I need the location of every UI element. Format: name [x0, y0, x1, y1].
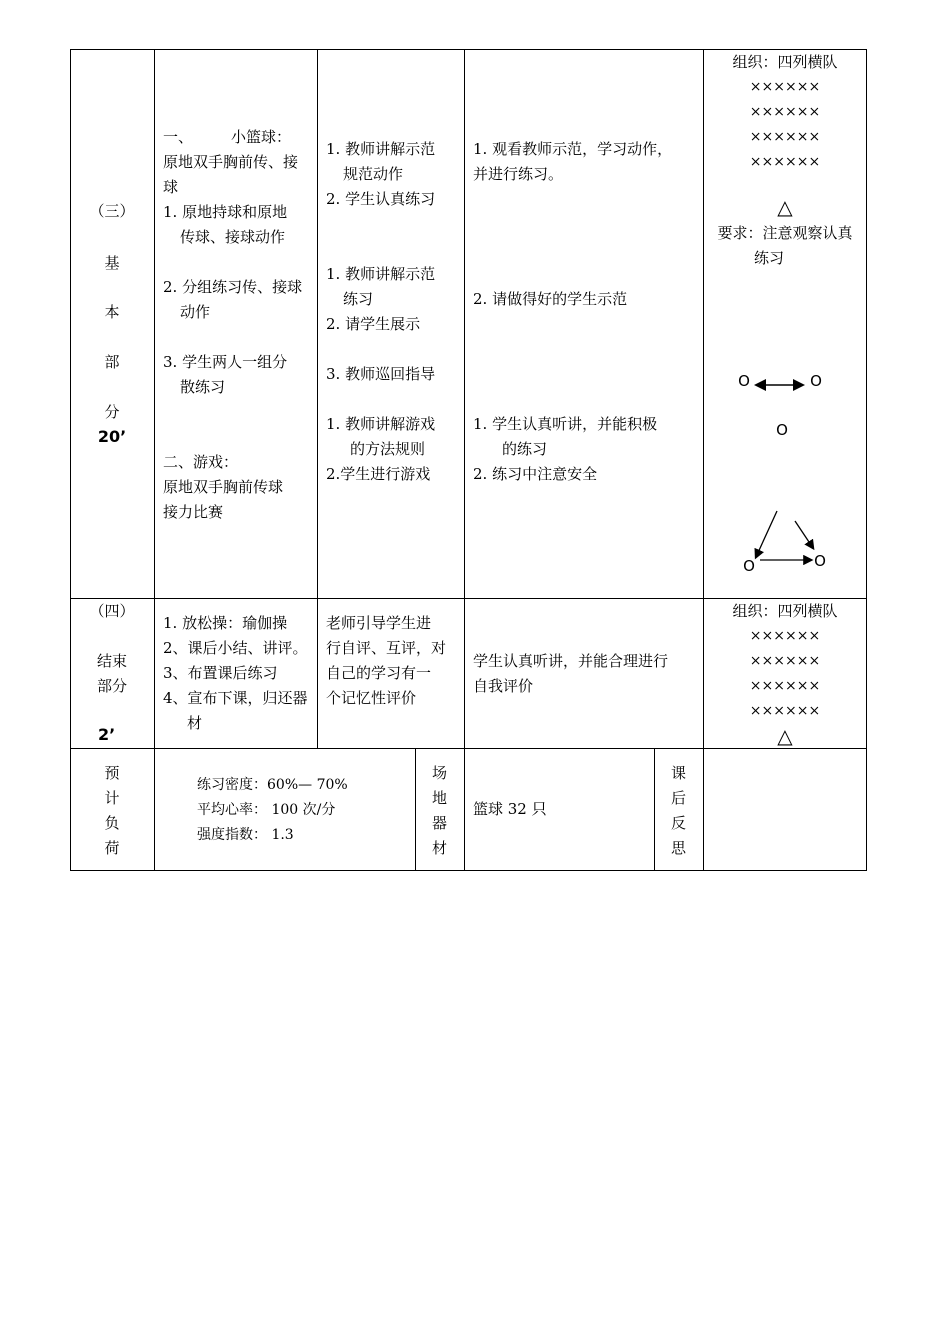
arrow-icon	[756, 511, 777, 557]
load-label	[70, 761, 154, 861]
student-line: 1. 学生认真听讲，并能积极	[473, 415, 658, 433]
teacher-line: 练习	[343, 290, 374, 308]
content-line: 3、布置课后练习	[163, 664, 278, 682]
content-line: 原地双手胸前传球	[163, 478, 284, 496]
venue-label-char: 材	[431, 839, 447, 857]
section4-label-2: 部分	[96, 677, 127, 695]
teacher-line: 自己的学习有一	[326, 664, 432, 682]
formation-row: ××××××	[749, 678, 821, 694]
section4-label-1: 结束	[96, 652, 127, 670]
teacher-line: 规范动作	[343, 165, 404, 183]
venue-label	[415, 761, 464, 861]
col-divider-1	[154, 49, 155, 871]
content-title: 小篮球：	[231, 128, 292, 146]
player-circle: O	[743, 557, 755, 575]
section4-time: 2’	[98, 725, 116, 744]
reflection-label-char: 思	[670, 839, 686, 857]
section3-label-0: （三）	[89, 202, 135, 220]
student-line: 2. 请做得好的学生示范	[473, 290, 628, 308]
teacher-line: 1. 教师讲解游戏	[326, 415, 436, 433]
section4-label-0: （四）	[89, 602, 135, 620]
col-divider-2	[317, 49, 318, 749]
section3-student	[473, 137, 701, 487]
student-line: 2. 练习中注意安全	[473, 465, 598, 483]
teacher-line: 行自评、互评，对	[326, 639, 447, 657]
player-circle: O	[738, 372, 750, 390]
load-values	[197, 773, 412, 848]
col-divider-3	[464, 49, 465, 871]
student-line: 1. 观看教师示范，学习动作，	[473, 140, 673, 158]
load-label-char: 预	[104, 764, 120, 782]
section3-teacher	[326, 137, 462, 487]
teacher-line: 2. 请学生展示	[326, 315, 421, 333]
section4-content	[163, 611, 315, 736]
formation-row: ××××××	[749, 703, 821, 719]
formation-row: ××××××	[749, 104, 821, 120]
section3-label-2: 本	[104, 303, 120, 321]
load-label-char: 荷	[104, 839, 120, 857]
load-value: 平均心率： 100 次/分	[197, 802, 336, 818]
section3-content	[163, 125, 315, 525]
load-value: 强度指数： 1.3	[197, 827, 294, 843]
student-line: 学生认真听讲，并能合理进行	[473, 652, 669, 670]
player-circle: O	[776, 421, 788, 439]
teacher-line: 的方法规则	[350, 440, 426, 458]
content-line: 4、宣布下课，归还器	[163, 689, 308, 707]
content-line: 二、游戏：	[163, 453, 239, 471]
content-line: 2. 分组练习传、接球	[163, 278, 303, 296]
student-line: 并进行练习。	[473, 165, 564, 183]
section4-teacher	[326, 611, 462, 711]
content-line: 接力比赛	[163, 503, 224, 521]
content-line: 1. 原地持球和原地	[163, 203, 288, 221]
venue-value: 篮球 32 只	[473, 800, 547, 818]
section3-time: 20’	[97, 427, 127, 446]
teacher-line: 1. 教师讲解示范	[326, 265, 436, 283]
formation-row: ××××××	[749, 79, 821, 95]
player-circle: O	[814, 552, 826, 570]
load-value: 练习密度：60%— 70%	[197, 777, 348, 793]
reflection-label-char: 后	[670, 789, 686, 807]
teacher-line: 老师引导学生进	[326, 614, 432, 632]
venue-label-char: 场	[431, 764, 447, 782]
content-line: 原地双手胸前传、接	[163, 153, 299, 171]
player-circle: O	[810, 372, 822, 390]
reflection-field[interactable]	[704, 749, 866, 870]
content-line: 2、课后小结、讲评。	[163, 639, 308, 657]
table-border-bottom	[70, 870, 867, 871]
content-line: 3. 学生两人一组分	[163, 353, 288, 371]
content-line: 传球、接球动作	[180, 228, 286, 246]
lesson-plan-table	[70, 49, 867, 871]
arrow-icon	[795, 521, 813, 548]
formation-row: ××××××	[749, 129, 821, 145]
reflection-label	[654, 761, 703, 861]
teacher-triangle-icon: △	[777, 195, 793, 219]
teacher-line: 2. 学生认真练习	[326, 190, 436, 208]
teacher-line: 2.学生进行游戏	[326, 465, 431, 483]
content-line: 1. 放松操：瑜伽操	[163, 614, 288, 632]
load-label-char: 负	[104, 814, 120, 832]
org-title: 组织：四列横队	[732, 53, 838, 71]
content-line: 球	[163, 178, 179, 196]
org-title: 组织：四列横队	[732, 602, 838, 620]
requirement-line: 练习	[754, 249, 785, 267]
student-line: 自我评价	[473, 677, 534, 695]
formation-row: ××××××	[749, 653, 821, 669]
student-line: 的练习	[502, 440, 548, 458]
section4-organization	[704, 599, 866, 746]
section3-label-3: 部	[104, 353, 120, 371]
load-label-char: 计	[104, 789, 120, 807]
formation-row: ××××××	[749, 154, 821, 170]
content-line: 散练习	[180, 378, 226, 396]
teacher-line: 个记忆性评价	[326, 689, 417, 707]
teacher-triangle-icon: △	[777, 724, 793, 748]
venue-label-char: 地	[431, 789, 447, 807]
requirement-line: 要求：注意观察认真	[717, 224, 853, 242]
formation-row: ××××××	[749, 628, 821, 644]
teacher-line: 3. 教师巡回指导	[326, 365, 436, 383]
content-title-num: 一、	[163, 128, 194, 146]
section3-label-4: 分	[104, 403, 120, 421]
reflection-label-char: 课	[670, 764, 686, 782]
content-line: 材	[187, 714, 203, 732]
teacher-line: 1. 教师讲解示范	[326, 140, 436, 158]
section4-student	[473, 649, 701, 699]
content-line: 动作	[180, 303, 211, 321]
section3-label-1: 基	[104, 254, 120, 272]
reflection-label-char: 反	[670, 814, 686, 832]
passing-diagram	[704, 349, 866, 589]
venue-label-char: 器	[431, 814, 447, 832]
section3-organization	[704, 50, 866, 271]
